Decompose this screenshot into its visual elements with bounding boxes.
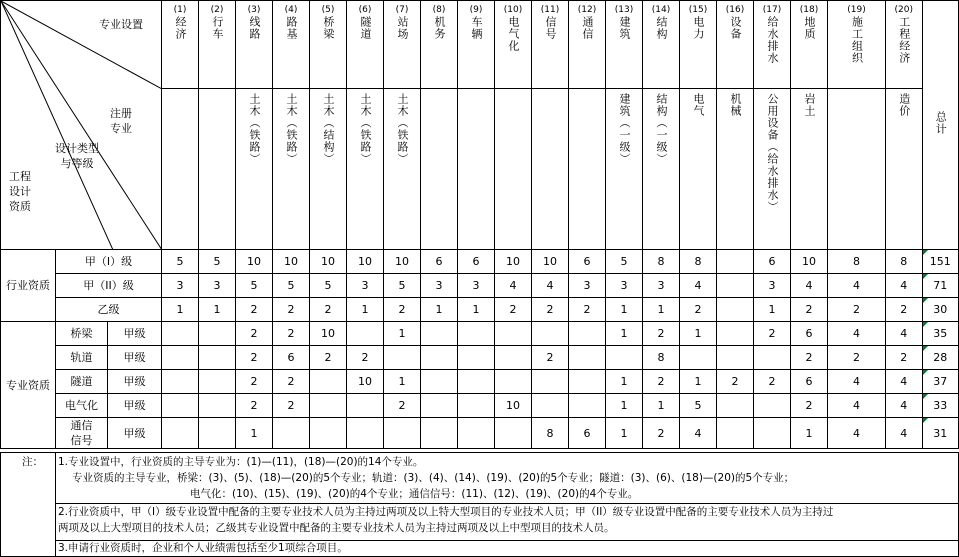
specialty-cell: 2 <box>310 346 347 370</box>
specialty-type: 通信信号 <box>56 418 108 449</box>
industry-total: 71 <box>922 274 959 298</box>
specialty-cell: 1 <box>680 370 717 394</box>
specialty-cell: 2 <box>643 322 680 346</box>
industry-cell: 5 <box>384 274 421 298</box>
specialty-cell: 2 <box>236 346 273 370</box>
column-name: 桥梁 <box>322 16 336 40</box>
total-label: 总计 <box>934 111 948 135</box>
column-header-9 <box>458 1 495 89</box>
column-number: (10) <box>503 5 523 15</box>
specialty-cell <box>569 370 606 394</box>
specialty-cell <box>162 418 199 449</box>
specialty-cell: 6 <box>791 322 828 346</box>
column-number: (20) <box>894 5 913 15</box>
column-header-20 <box>886 1 922 89</box>
specialty-row <box>1 322 959 346</box>
column-name: 电气化 <box>507 16 521 52</box>
industry-row <box>1 274 959 298</box>
corner-diagonal-header <box>1 1 162 250</box>
specialty-cell: 1 <box>236 418 273 449</box>
specialty-cell <box>680 346 717 370</box>
specialty-row <box>1 370 959 394</box>
specialty-cell: 2 <box>754 322 791 346</box>
specialty-cell <box>458 370 495 394</box>
specialty-cell <box>458 346 495 370</box>
registered-specialty-text: 岩土 <box>803 93 817 118</box>
specialty-cell <box>717 322 754 346</box>
column-name: 路基 <box>285 16 299 40</box>
specialty-cell <box>162 394 199 418</box>
industry-cell: 8 <box>643 250 680 274</box>
specialty-cell <box>199 346 236 370</box>
column-name: 隧道 <box>359 16 373 40</box>
notes-label: 注： <box>22 456 43 468</box>
specialty-cell: 2 <box>828 346 886 370</box>
column-name: 信号 <box>544 16 558 40</box>
industry-cell: 6 <box>569 250 606 274</box>
specialty-cell <box>199 322 236 346</box>
column-header-13 <box>606 1 643 89</box>
specialty-cell: 2 <box>236 322 273 346</box>
specialty-cell <box>421 394 458 418</box>
specialty-row <box>1 394 959 418</box>
column-number: (12) <box>577 5 597 15</box>
column-number: (3) <box>247 5 261 15</box>
registered-specialty-text: 造价 <box>897 93 911 118</box>
column-header-14 <box>643 1 680 89</box>
registered-specialty-5 <box>310 89 347 250</box>
specialty-cell: 4 <box>828 418 886 449</box>
industry-cell: 2 <box>495 298 532 322</box>
registered-specialty-11 <box>532 89 569 250</box>
registered-specialty-7 <box>384 89 421 250</box>
specialty-cell: 6 <box>569 418 606 449</box>
industry-cell: 1 <box>347 298 384 322</box>
industry-cell: 10 <box>791 250 828 274</box>
industry-cell: 4 <box>532 274 569 298</box>
specialty-cell: 6 <box>273 346 310 370</box>
column-header-1 <box>162 1 199 89</box>
industry-cell: 5 <box>236 274 273 298</box>
specialty-cell: 5 <box>680 394 717 418</box>
specialty-cell: 2 <box>643 418 680 449</box>
industry-total: 151 <box>922 250 959 274</box>
specialty-cell <box>347 322 384 346</box>
industry-cell: 5 <box>273 274 310 298</box>
column-header-7 <box>384 1 421 89</box>
industry-grade: 甲（II）级 <box>56 274 162 298</box>
note-line-5: 两项及以上大型项目的技术人员；乙级其专业设置中配备的主要专业技术人员为主持过两项及以上中型项目的技术人员。 <box>58 522 615 534</box>
specialty-cell <box>606 346 643 370</box>
specialty-cell <box>162 346 199 370</box>
column-name: 地质 <box>803 16 817 40</box>
registered-specialty-text: 土木（结构） <box>322 93 336 166</box>
specialty-type: 隧道 <box>56 370 108 394</box>
specialty-row <box>1 418 959 449</box>
column-number: (4) <box>284 5 298 15</box>
specialty-cell <box>310 394 347 418</box>
specialty-grade: 甲级 <box>108 370 162 394</box>
specialty-cell: 2 <box>384 394 421 418</box>
specialty-cell: 2 <box>273 322 310 346</box>
industry-cell <box>717 274 754 298</box>
specialty-cell: 10 <box>310 322 347 346</box>
specialty-cell: 2 <box>236 394 273 418</box>
industry-cell: 10 <box>310 250 347 274</box>
registered-specialty-text: 土木（铁路） <box>248 93 262 166</box>
industry-cell: 3 <box>754 274 791 298</box>
column-number: (14) <box>651 5 671 15</box>
industry-cell: 10 <box>236 250 273 274</box>
column-name: 经济 <box>174 16 188 40</box>
specialty-cell <box>569 322 606 346</box>
industry-cell <box>717 298 754 322</box>
industry-cell: 4 <box>886 274 922 298</box>
industry-cell: 4 <box>791 274 828 298</box>
specialty-cell: 2 <box>273 394 310 418</box>
registered-specialty-9 <box>458 89 495 250</box>
industry-cell <box>717 250 754 274</box>
registered-specialty-15 <box>680 89 717 250</box>
industry-cell: 3 <box>643 274 680 298</box>
industry-cell: 3 <box>162 274 199 298</box>
column-number: (9) <box>469 5 483 15</box>
industry-cell: 2 <box>828 298 886 322</box>
specialty-cell: 1 <box>606 394 643 418</box>
column-header-19 <box>828 1 886 89</box>
specialty-cell <box>384 418 421 449</box>
column-header-2 <box>199 1 236 89</box>
column-name: 机务 <box>433 16 447 40</box>
note-line-3: 电气化：(10)、(15)、(19)、(20)的4个专业；通信信号：(11)、(12)、(19)、(20)的4个专业。 <box>190 488 639 500</box>
column-name: 施工组织 <box>850 16 864 64</box>
column-number: (5) <box>321 5 335 15</box>
specialty-cell: 4 <box>828 370 886 394</box>
column-name: 行车 <box>211 16 225 40</box>
specialty-cell <box>754 346 791 370</box>
industry-cell: 4 <box>495 274 532 298</box>
industry-cell: 3 <box>199 274 236 298</box>
column-name: 结构 <box>655 16 669 40</box>
specialty-cell <box>754 418 791 449</box>
industry-cell: 5 <box>606 250 643 274</box>
column-number: (2) <box>210 5 224 15</box>
specialty-grade: 甲级 <box>108 322 162 346</box>
column-number: (15) <box>688 5 708 15</box>
industry-cell: 8 <box>680 250 717 274</box>
column-number: (1) <box>173 5 187 15</box>
registered-specialty-3 <box>236 89 273 250</box>
registered-specialty-12 <box>569 89 606 250</box>
corner-label-qualification: 工程设计资质 <box>9 170 31 213</box>
column-header-15 <box>680 1 717 89</box>
industry-cell: 1 <box>421 298 458 322</box>
industry-cell: 2 <box>384 298 421 322</box>
column-number: (7) <box>395 5 409 15</box>
industry-cell: 3 <box>569 274 606 298</box>
column-number: (11) <box>540 5 560 15</box>
specialty-cell: 4 <box>886 322 922 346</box>
industry-cell: 10 <box>273 250 310 274</box>
registered-specialty-text: 电气 <box>692 93 706 118</box>
specialty-row <box>1 346 959 370</box>
specialty-cell <box>384 346 421 370</box>
registered-specialty-14 <box>643 89 680 250</box>
registered-specialty-13 <box>606 89 643 250</box>
total-header <box>922 1 959 250</box>
industry-cell: 2 <box>236 298 273 322</box>
specialty-cell <box>347 394 384 418</box>
note-line-1: 1.专业设置中，行业资质的主导专业为：(1)—(11)，(18)—(20)的14个专业。 <box>58 456 424 468</box>
specialty-cell <box>199 370 236 394</box>
specialty-cell <box>495 418 532 449</box>
specialty-cell: 1 <box>606 418 643 449</box>
specialty-cell: 2 <box>886 346 922 370</box>
industry-cell: 6 <box>754 250 791 274</box>
specialty-grade: 甲级 <box>108 394 162 418</box>
specialty-cell: 1 <box>791 418 828 449</box>
industry-cell: 1 <box>199 298 236 322</box>
specialty-cell: 4 <box>828 394 886 418</box>
registered-specialty-19 <box>828 89 886 250</box>
specialty-cell <box>347 418 384 449</box>
specialty-cell <box>421 370 458 394</box>
specialty-cell <box>532 370 569 394</box>
industry-grade: 乙级 <box>56 298 162 322</box>
column-header-16 <box>717 1 754 89</box>
registered-specialty-20 <box>886 89 922 250</box>
specialty-grade: 甲级 <box>108 418 162 449</box>
specialty-cell <box>717 418 754 449</box>
specialty-cell: 2 <box>273 370 310 394</box>
column-header-11 <box>532 1 569 89</box>
note-line-6: 3.申请行业资质时，企业和个人业绩需包括至少1项综合项目。 <box>58 542 348 554</box>
specialty-cell: 2 <box>643 370 680 394</box>
industry-group-label: 行业资质 <box>1 250 56 322</box>
specialty-cell: 1 <box>606 370 643 394</box>
specialty-cell <box>569 346 606 370</box>
specialty-cell: 10 <box>347 370 384 394</box>
industry-total: 30 <box>922 298 959 322</box>
registered-specialty-text: 机械 <box>729 93 743 118</box>
registered-specialty-2 <box>199 89 236 250</box>
industry-row <box>1 250 959 274</box>
specialty-cell: 4 <box>680 418 717 449</box>
specialty-cell <box>458 418 495 449</box>
column-name: 工程经济 <box>897 16 911 64</box>
specialty-cell <box>717 394 754 418</box>
specialty-cell <box>754 394 791 418</box>
specialty-cell: 2 <box>754 370 791 394</box>
industry-row <box>1 298 959 322</box>
specialty-cell <box>162 322 199 346</box>
specialty-cell: 10 <box>495 394 532 418</box>
note-line-2: 专业资质的主导专业，桥梁：(3)、(5)、(18)—(20)的5个专业；轨道：(3)、(4)、(14)、(19)、(20)的5个专业；隧道：(3)、(6)、(18)—(20)的5个专业； <box>72 472 795 484</box>
registered-specialty-text: 结构（一级） <box>655 93 669 166</box>
specialty-cell <box>569 394 606 418</box>
column-number: (13) <box>614 5 634 15</box>
industry-cell: 5 <box>310 274 347 298</box>
specialty-type: 电气化 <box>56 394 108 418</box>
specialty-cell: 2 <box>236 370 273 394</box>
specialty-group-label: 专业资质 <box>1 322 56 449</box>
registered-specialty-text: 建筑（一级） <box>618 93 632 166</box>
registered-specialty-17 <box>754 89 791 250</box>
specialty-cell: 2 <box>791 394 828 418</box>
industry-cell: 10 <box>347 250 384 274</box>
specialty-cell <box>199 418 236 449</box>
registered-specialty-text: 土木（铁路） <box>285 93 299 166</box>
industry-cell: 2 <box>532 298 569 322</box>
registered-specialty-4 <box>273 89 310 250</box>
corner-label-registered: 注册专业 <box>110 107 132 135</box>
specialty-cell <box>717 346 754 370</box>
specialty-cell <box>495 322 532 346</box>
column-header-18 <box>791 1 828 89</box>
column-header-4 <box>273 1 310 89</box>
specialty-cell: 2 <box>717 370 754 394</box>
industry-cell: 1 <box>162 298 199 322</box>
industry-cell: 2 <box>886 298 922 322</box>
specialty-cell: 4 <box>828 322 886 346</box>
specialty-cell: 2 <box>347 346 384 370</box>
specialty-cell <box>421 346 458 370</box>
specialty-cell <box>199 394 236 418</box>
industry-cell: 6 <box>458 250 495 274</box>
industry-cell: 2 <box>273 298 310 322</box>
specialty-total: 35 <box>922 322 959 346</box>
industry-cell: 10 <box>532 250 569 274</box>
specialty-cell <box>458 322 495 346</box>
industry-cell: 1 <box>754 298 791 322</box>
column-number: (16) <box>725 5 745 15</box>
column-name: 给水排水 <box>766 16 780 64</box>
column-name: 站场 <box>396 16 410 40</box>
registered-specialty-8 <box>421 89 458 250</box>
industry-cell: 1 <box>458 298 495 322</box>
column-header-6 <box>347 1 384 89</box>
registered-specialty-text: 土木（铁路） <box>396 93 410 166</box>
specialty-cell <box>162 370 199 394</box>
specialty-cell: 1 <box>384 370 421 394</box>
corner-label-design-type: 设计类型与等级 <box>55 142 99 170</box>
column-header-5 <box>310 1 347 89</box>
industry-cell: 4 <box>680 274 717 298</box>
column-number: (6) <box>358 5 372 15</box>
registered-specialty-text: 公用设备（给水排水） <box>766 93 780 214</box>
column-name: 通信 <box>581 16 595 40</box>
column-header-12 <box>569 1 606 89</box>
industry-cell: 2 <box>791 298 828 322</box>
specialty-cell: 4 <box>886 394 922 418</box>
specialty-cell: 4 <box>886 370 922 394</box>
specialty-total: 28 <box>922 346 959 370</box>
industry-cell: 5 <box>199 250 236 274</box>
header-row-specialties <box>1 1 959 89</box>
column-header-17 <box>754 1 791 89</box>
industry-grade: 甲（I）级 <box>56 250 162 274</box>
industry-cell: 1 <box>606 298 643 322</box>
registered-specialty-6 <box>347 89 384 250</box>
column-number: (17) <box>762 5 782 15</box>
industry-cell: 3 <box>347 274 384 298</box>
specialty-cell <box>495 370 532 394</box>
note-line-4: 2.行业资质中，甲（I）级专业设置中配备的主要专业技术人员为主持过两项及以上特大型项目的专业技术人员；甲（II）级专业设置中配备的主要专业技术人员为主持过 <box>58 506 834 518</box>
industry-cell: 3 <box>421 274 458 298</box>
column-header-10 <box>495 1 532 89</box>
column-number: (19) <box>847 5 866 15</box>
column-name: 设备 <box>729 16 743 40</box>
specialty-cell <box>421 322 458 346</box>
specialty-total: 37 <box>922 370 959 394</box>
specialty-cell <box>458 394 495 418</box>
corner-label-specialty: 专业设置 <box>99 18 143 31</box>
column-name: 电力 <box>692 16 706 40</box>
specialty-cell <box>532 322 569 346</box>
specialty-cell: 8 <box>643 346 680 370</box>
specialty-cell: 1 <box>680 322 717 346</box>
industry-cell: 5 <box>162 250 199 274</box>
specialty-cell: 4 <box>886 418 922 449</box>
industry-cell: 4 <box>828 274 886 298</box>
specialty-cell: 1 <box>606 322 643 346</box>
column-name: 线路 <box>248 16 262 40</box>
specialty-cell: 2 <box>791 346 828 370</box>
specialty-total: 31 <box>922 418 959 449</box>
industry-cell: 10 <box>384 250 421 274</box>
specialty-cell <box>495 346 532 370</box>
specialty-cell: 6 <box>791 370 828 394</box>
industry-cell: 8 <box>886 250 922 274</box>
industry-cell: 2 <box>569 298 606 322</box>
specialty-cell: 1 <box>643 394 680 418</box>
industry-cell: 2 <box>310 298 347 322</box>
registered-specialty-18 <box>791 89 828 250</box>
column-number: (8) <box>432 5 446 15</box>
specialty-cell <box>532 394 569 418</box>
specialty-cell <box>310 418 347 449</box>
industry-cell: 10 <box>495 250 532 274</box>
industry-cell: 8 <box>828 250 886 274</box>
industry-cell: 1 <box>643 298 680 322</box>
industry-cell: 3 <box>606 274 643 298</box>
column-number: (18) <box>799 5 819 15</box>
specialty-type: 轨道 <box>56 346 108 370</box>
specialty-cell: 1 <box>384 322 421 346</box>
registered-specialty-1 <box>162 89 199 250</box>
column-header-8 <box>421 1 458 89</box>
registered-specialty-10 <box>495 89 532 250</box>
specialty-cell: 2 <box>532 346 569 370</box>
specialty-cell <box>421 418 458 449</box>
specialty-total: 33 <box>922 394 959 418</box>
specialty-cell <box>310 370 347 394</box>
industry-cell: 2 <box>680 298 717 322</box>
registered-specialty-text: 土木（铁路） <box>359 93 373 166</box>
specialty-cell <box>273 418 310 449</box>
specialty-type: 桥梁 <box>56 322 108 346</box>
column-header-3 <box>236 1 273 89</box>
industry-cell: 6 <box>421 250 458 274</box>
specialty-cell: 8 <box>532 418 569 449</box>
specialty-grade: 甲级 <box>108 346 162 370</box>
industry-cell: 3 <box>458 274 495 298</box>
registered-specialty-16 <box>717 89 754 250</box>
column-name: 建筑 <box>618 16 632 40</box>
column-name: 车辆 <box>470 16 484 40</box>
